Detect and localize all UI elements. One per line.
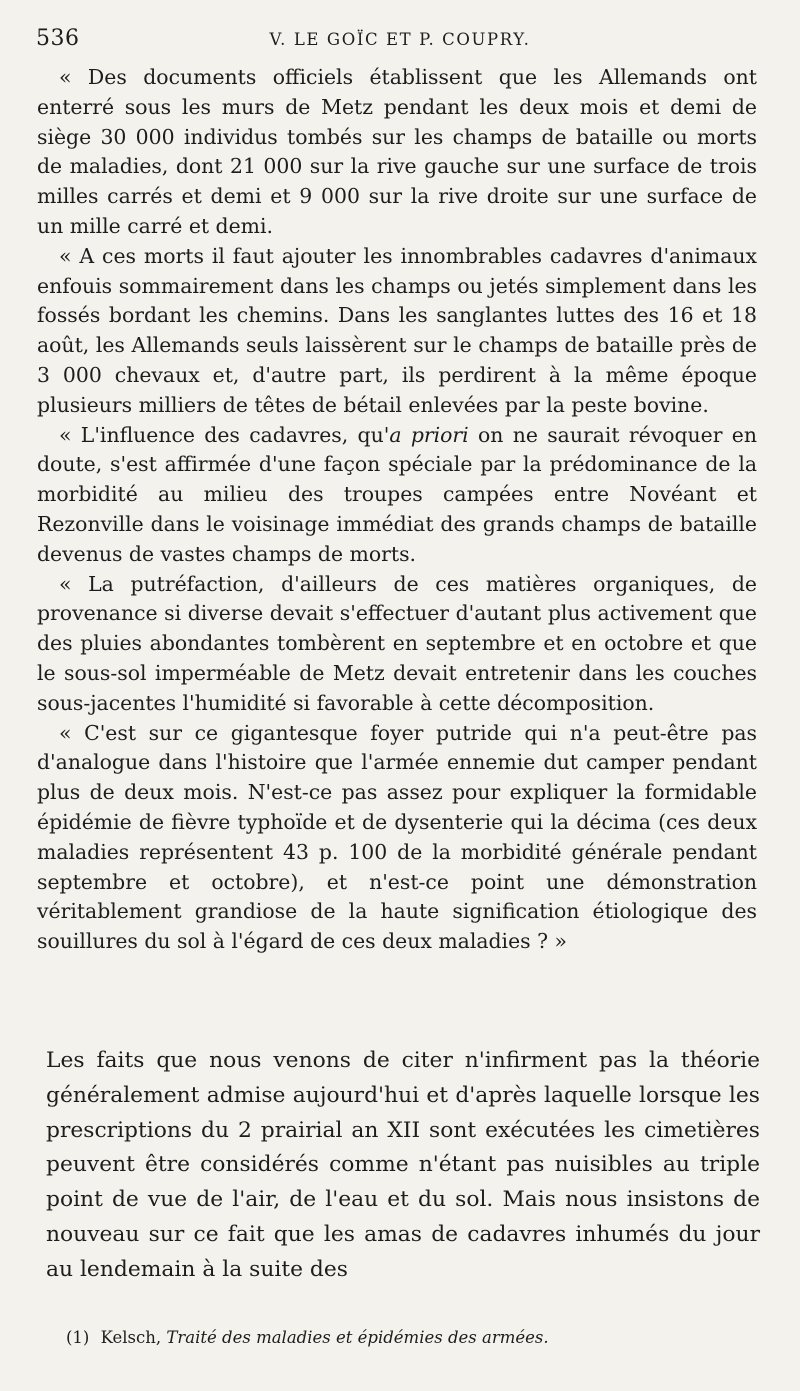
quote-paragraph-4: « La putréfaction, d'ailleurs de ces matières organiques, de provenance si diverse devait s'effectuer d'autant plus activement que des pluies abondantes tombèrent en septembre et en octobre et que le sous-sol imperméable de Metz devait entretenir dans les couches sous-jacentes l'humidité si favorable à cette décomposition. <box>37 571 757 715</box>
footnote-title: Traité des maladies et épidémies des armées. <box>166 1328 549 1347</box>
quote-3-text-before: « L'influence des cadavres, qu' <box>59 422 390 447</box>
quote-paragraph-2: « A ces morts il faut ajouter les innombrables cadavres d'animaux enfouis sommairement dans les champs ou jetés simplement dans les fossés bordant les chemins. Dans les sanglantes luttes des 16 et 18 août, les Allemands seuls laissèrent sur le champs de bataille près de 3 000 chevaux et, d'autre part, ils perdirent à la même époque plusieurs milliers de têtes de bétail enlevées par la peste bovine. <box>37 243 757 417</box>
running-title: V. LE GOÏC ET P. COUPRY. <box>269 30 531 49</box>
quote-paragraph-5: « C'est sur ce gigantesque foyer putride qui n'a peut-être pas d'analogue dans l'histoire que l'armée ennemie dut camper pendant plus de deux mois. N'est-ce pas assez pour expliquer la formidable épidémie de fièvre typhoïde et de dysenterie qui la décima (ces deux maladies représentent 43 p. 100 de la morbidité générale pendant septembre et octobre), et n'est-ce point une démonstration véritablement grandiose de la haute signification étiologique des souillures du sol à l'égard de ces deux maladies ? » <box>37 720 757 954</box>
a-priori-emphasis: a priori <box>389 422 469 447</box>
running-head <box>36 26 764 58</box>
footnote <box>66 1327 766 1349</box>
quote-paragraph-1: « Des documents officiels établissent que les Allemands ont enterré sous les murs de Metz pendant les deux mois et demi de siège 30 000 individus tombés sur les champs de bataille ou morts de maladies, dont 21 000 sur la rive gauche sur une surface de trois milles carrés et demi et 9 000 sur la rive droite sur une surface de un mille carré et demi. <box>37 65 757 238</box>
quote-3-text-after: on ne saurait révoquer en doute, s'est affirmée d'une façon spéciale par la prédominance de la morbidité au milieu des troupes campées entre Novéant et Rezonville dans le voisinage immédiat des grands champs de bataille devenus de vastes champs de morts. <box>37 422 757 566</box>
footnote-author: Kelsch, <box>100 1328 162 1347</box>
main-paragraph: Les faits que nous venons de citer n'infirment pas la théorie généralement admise aujourd'hui et d'après laquelle lorsque les prescriptions du 2 prairial an XII sont exécutées les cimetières peuvent être considérés comme n'étant pas nuisibles au triple point de vue de l'air, de l'eau et du sol. Mais nous insistons de nouveau sur ce fait que les amas de cadavres inhumés du jour au lendemain à la suite des <box>46 1048 760 1282</box>
page-number: 536 <box>36 26 80 51</box>
quoted-passage <box>37 63 757 957</box>
main-text <box>46 1044 760 1288</box>
quote-paragraph-3 <box>37 421 757 570</box>
footnote-marker: (1) <box>66 1328 90 1347</box>
